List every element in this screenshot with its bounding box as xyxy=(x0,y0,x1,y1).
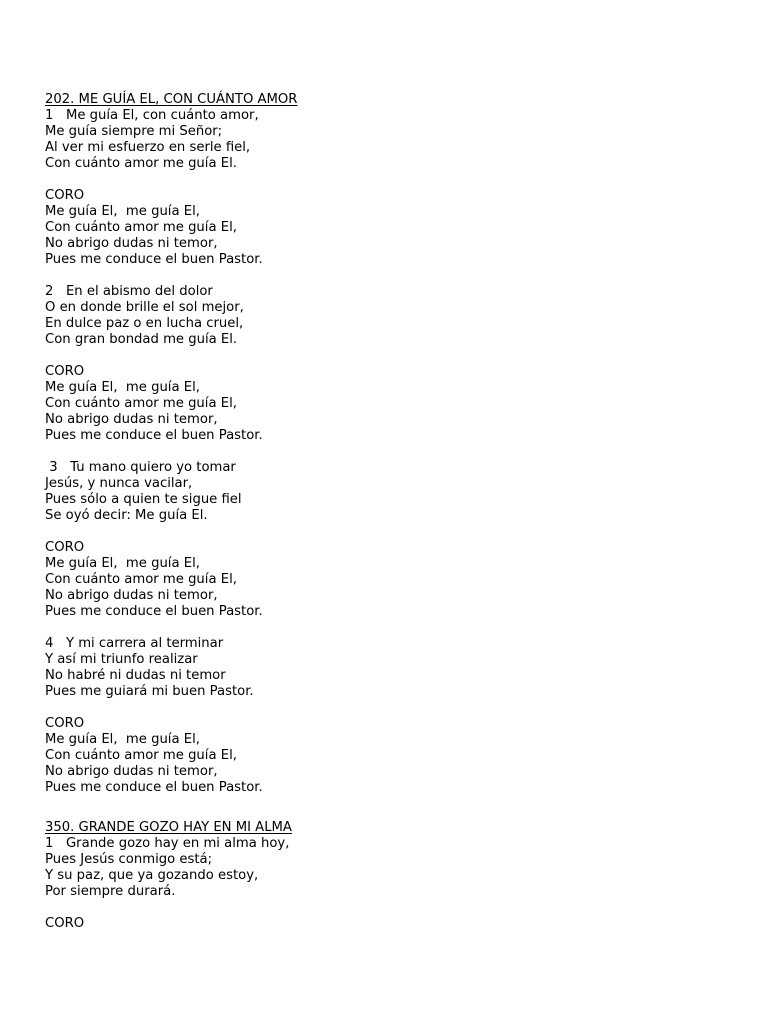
lyric-line: Me guía siempre mi Señor; xyxy=(45,124,223,139)
lyric-line: Pues me conduce el buen Pastor. xyxy=(45,604,263,619)
lyric-line: Al ver mi esfuerzo en serle fiel, xyxy=(45,140,251,155)
lyric-line: Pues me guiará mi buen Pastor. xyxy=(45,684,254,699)
lyric-line: No habré ni dudas ni temor xyxy=(45,668,226,683)
verse-3 xyxy=(45,460,745,524)
lyric-line: No abrigo dudas ni temor, xyxy=(45,236,218,251)
lyric-line: Se oyó decir: Me guía El. xyxy=(45,508,208,523)
lyric-line: No abrigo dudas ni temor, xyxy=(45,764,218,779)
verse-4 xyxy=(45,636,745,700)
lyric-line: Me guía El, me guía El, xyxy=(45,204,200,219)
lyric-line: Con cuánto amor me guía El. xyxy=(45,156,237,171)
lyric-line: 1 Grande gozo hay en mi alma hoy, xyxy=(45,836,290,851)
lyric-line: Pues sólo a quien te sigue fiel xyxy=(45,492,242,507)
lyric-line: En dulce paz o en lucha cruel, xyxy=(45,316,244,331)
verse-2 xyxy=(45,284,745,348)
hymn-202 xyxy=(45,92,745,796)
chorus-label: CORO xyxy=(45,916,85,931)
chorus-3 xyxy=(45,540,745,620)
lyric-line: Y así mi triunfo realizar xyxy=(45,652,198,667)
lyric-line: Por siempre durará. xyxy=(45,884,176,899)
lyric-line: Pues me conduce el buen Pastor. xyxy=(45,780,263,795)
hymn-350 xyxy=(45,820,745,932)
lyric-line: Y su paz, que ya gozando estoy, xyxy=(45,868,259,883)
lyric-line: 3 Tu mano quiero yo tomar xyxy=(45,460,236,475)
lyric-line: 2 En el abismo del dolor xyxy=(45,284,213,299)
lyric-line: No abrigo dudas ni temor, xyxy=(45,588,218,603)
verse-1 xyxy=(45,836,745,900)
hymn-title: 350. GRANDE GOZO HAY EN MI ALMA xyxy=(45,820,292,835)
lyric-line: Pues Jesús conmigo está; xyxy=(45,852,213,867)
lyric-line: Pues me conduce el buen Pastor. xyxy=(45,428,263,443)
lyric-line: Con gran bondad me guía El. xyxy=(45,332,238,347)
chorus-1 xyxy=(45,916,745,932)
lyric-line: Pues me conduce el buen Pastor. xyxy=(45,252,263,267)
chorus-label: CORO xyxy=(45,188,85,203)
lyric-line: 4 Y mi carrera al terminar xyxy=(45,636,224,651)
lyric-line: Con cuánto amor me guía El, xyxy=(45,572,237,587)
chorus-label: CORO xyxy=(45,540,85,555)
lyric-line: No abrigo dudas ni temor, xyxy=(45,412,218,427)
lyric-line: 1 Me guía El, con cuánto amor, xyxy=(45,108,259,123)
lyric-line: Con cuánto amor me guía El, xyxy=(45,220,237,235)
chorus-label: CORO xyxy=(45,716,85,731)
lyric-line: Jesús, y nunca vacilar, xyxy=(45,476,193,491)
hymn-title: 202. ME GUÍA EL, CON CUÁNTO AMOR xyxy=(45,92,298,107)
lyric-line: Me guía El, me guía El, xyxy=(45,732,200,747)
chorus-1 xyxy=(45,188,745,268)
chorus-2 xyxy=(45,364,745,444)
lyric-line: Me guía El, me guía El, xyxy=(45,380,200,395)
verse-1 xyxy=(45,108,745,172)
lyric-line: Me guía El, me guía El, xyxy=(45,556,200,571)
lyric-line: Con cuánto amor me guía El, xyxy=(45,748,237,763)
document-page xyxy=(45,92,745,932)
chorus-4 xyxy=(45,716,745,796)
chorus-label: CORO xyxy=(45,364,85,379)
lyric-line: O en donde brille el sol mejor, xyxy=(45,300,244,315)
lyric-line: Con cuánto amor me guía El, xyxy=(45,396,237,411)
